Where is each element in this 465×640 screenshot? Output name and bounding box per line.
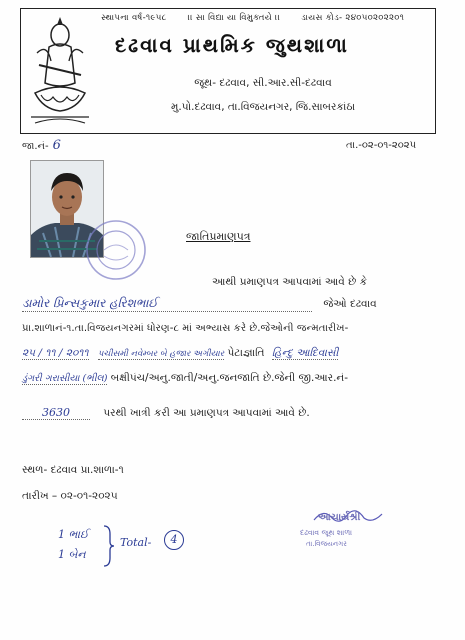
certificate-title: જાતિપ્રમાણપત્ર (186, 230, 251, 243)
address-line-1: જૂથ- દઢવાવ, સી.આર.સી-દઢવાવ (194, 77, 332, 89)
school-seal-stamp (84, 218, 148, 282)
tally-total-label: Total- (120, 536, 152, 549)
reference-value: 6 (52, 138, 61, 153)
gr-number-handwritten: 3630 (22, 406, 90, 420)
caste-2-handwritten: ડુંગરી ગરાસીયા (ભીલ) (22, 373, 108, 384)
curly-brace-icon (102, 524, 116, 568)
principal-signature-stamp (300, 506, 390, 556)
dob-handwritten: ૨૫ / ૧૧ / ૨૦૧૧ (22, 347, 89, 359)
certificate-line-5 (22, 406, 310, 420)
certificate-intro: આથી પ્રમાણપત્ર આપવામાં આવે છે કે (212, 276, 368, 288)
student-name-handwritten: ડામોર પ્રિન્સકુમાર હરિશભાઈ (22, 296, 312, 312)
school-name: દઢવાવ પ્રાથમિક જુથશાળા (115, 33, 349, 57)
line-1-suffix: જેઓ દઢવાવ (323, 298, 377, 310)
reference-label: જા.નં- (22, 141, 49, 152)
letterhead (20, 8, 436, 134)
issue-date: તા.-૦૨-૦૧-૨૦૨૫ (346, 140, 417, 151)
line-5-text: પરથી ખાત્રી કરી આ પ્રમાણપત્ર આપવામાં આવે છે. (103, 407, 310, 419)
certificate-line-4 (22, 372, 348, 385)
reference-number (22, 138, 61, 153)
signature-place: તા.વિજયનગર (306, 540, 347, 548)
handwritten-tally (58, 524, 208, 574)
dob-words-handwritten: પચીસમી નવેમ્બર બે હજાર અગીયાર (97, 349, 225, 359)
tally-boys: 1 ભાઈ (58, 528, 89, 541)
signature-school: દઢવાવ જૂથ શાળા (300, 528, 353, 537)
tally-girls: 1 બેન (58, 548, 86, 561)
tally-total-count: 4 (164, 530, 184, 550)
line-4-mid: બક્ષીપંચ/અનુ.જાતી/અનુ.જનજાતિ છે.જેની જી.આર.નં- (110, 372, 349, 384)
established-year: સ્થાપના વર્ષ-૧૯૫૮ (101, 13, 167, 23)
place-line: સ્થળ- દઢવાવ પ્રા.શાળા-૧ (22, 464, 124, 476)
signature-title: આચાર્યશ્રી (318, 512, 361, 523)
header-topline (101, 13, 431, 23)
certificate-line-1 (22, 296, 377, 312)
school-motto: ।। સા વિદ્યા યા વિમુક્તયે ।। (187, 13, 281, 23)
caste-handwritten: હિન્દુ આદિવાસી (271, 347, 339, 359)
certificate-line-2: પ્રા.શાળાનં-૧.તા.વિજયનગરમાં ધોરણ-૮ માં અભ્યાસ કરે છે.જેઓની જન્મતારીખ- (22, 323, 349, 334)
certificate-line-3 (22, 347, 338, 360)
dise-code: ડાયસ કોડ- ૨૪૦૫૦૨૦૨૨૦૧ (301, 13, 405, 23)
line-3-mid: પેટાજ્ઞાતિ (227, 347, 265, 359)
date-line: તારીખ – ૦૨-૦૧-૨૦૨૫ (22, 490, 118, 502)
address-line-2: મુ.પો.દઢવાવ, તા.વિજયનગર, જિ.સાબરકાંઠા (170, 101, 356, 113)
